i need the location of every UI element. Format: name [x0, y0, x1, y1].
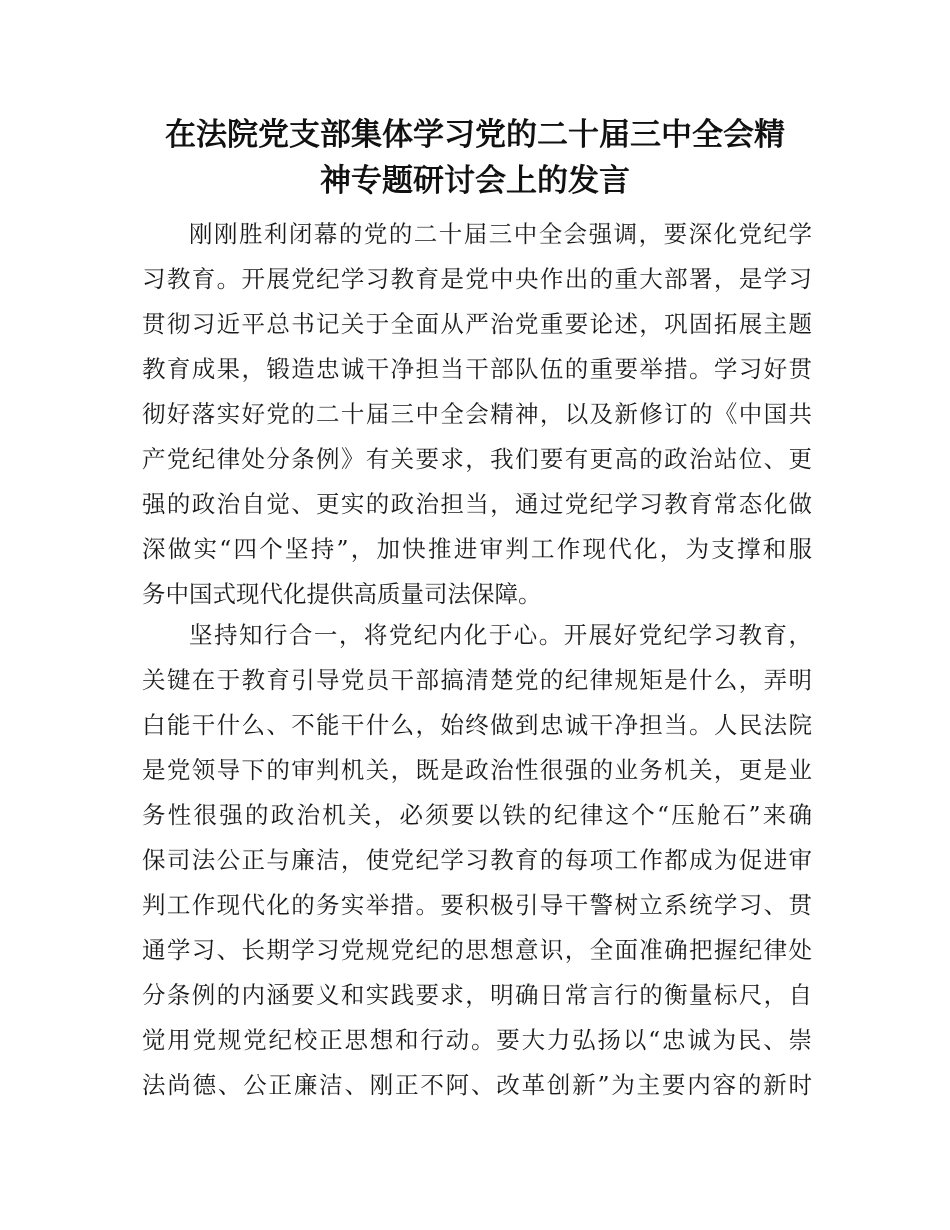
- paragraph-line: 务中国式现代化提供高质量司法保障。: [142, 580, 542, 608]
- paragraph-line: 通学习、长期学习党规党纪的思想意识，全面准确把握纪律处: [142, 936, 812, 964]
- paragraph-line: 彻好落实好党的二十届三中全会精神，以及新修订的《中国共: [142, 400, 812, 428]
- paragraph-line: 习教育。开展党纪学习教育是党中央作出的重大部署，是学习: [142, 265, 812, 293]
- paragraph-line: 产党纪律处分条例》有关要求，我们要有更高的政治站位、更: [142, 445, 812, 473]
- paragraph-line: 深做实“四个坚持”，加快推进审判工作现代化，为支撑和服: [142, 535, 812, 563]
- document-title: [120, 112, 830, 204]
- paragraph-line: 务性很强的政治机关，必须要以铁的纪律这个“压舱石”来确: [142, 801, 812, 829]
- body-paragraph-2: [142, 613, 812, 1108]
- paragraph-line: 分条例的内涵要义和实践要求，明确日常言行的衡量标尺，自: [142, 981, 812, 1009]
- paragraph-line: 坚持知行合一，将党纪内化于心。开展好党纪学习教育，: [189, 621, 812, 649]
- paragraph-line: 白能干什么、不能干什么，始终做到忠诚干净担当。人民法院: [142, 711, 812, 739]
- paragraph-line: 贯彻习近平总书记关于全面从严治党重要论述，巩固拓展主题: [142, 310, 812, 338]
- paragraph-line: 关键在于教育引导党员干部搞清楚党的纪律规矩是什么，弄明: [142, 666, 812, 694]
- paragraph-line: 保司法公正与廉洁，使党纪学习教育的每项工作都成为促进审: [142, 846, 812, 874]
- paragraph-line: 刚刚胜利闭幕的党的二十届三中全会强调，要深化党纪学: [189, 220, 812, 248]
- paragraph-line: 是党领导下的审判机关，既是政治性很强的业务机关，更是业: [142, 756, 812, 784]
- title-line: 神专题研讨会上的发言: [320, 163, 630, 199]
- paragraph-line: 教育成果，锻造忠诚干净担当干部队伍的重要举措。学习好贯: [142, 355, 812, 383]
- paragraph-line: 觉用党规党纪校正思想和行动。要大力弘扬以“忠诚为民、崇: [142, 1026, 812, 1054]
- paragraph-line: 判工作现代化的务实举措。要积极引导干警树立系统学习、贯: [142, 891, 812, 919]
- paragraph-line: 法尚德、公正廉洁、刚正不阿、改革创新”为主要内容的新时: [142, 1071, 812, 1099]
- body-paragraph-1: [142, 212, 812, 617]
- title-line: 在法院党支部集体学习党的二十届三中全会精: [165, 117, 785, 153]
- paragraph-line: 强的政治自觉、更实的政治担当，通过党纪学习教育常态化做: [142, 490, 812, 518]
